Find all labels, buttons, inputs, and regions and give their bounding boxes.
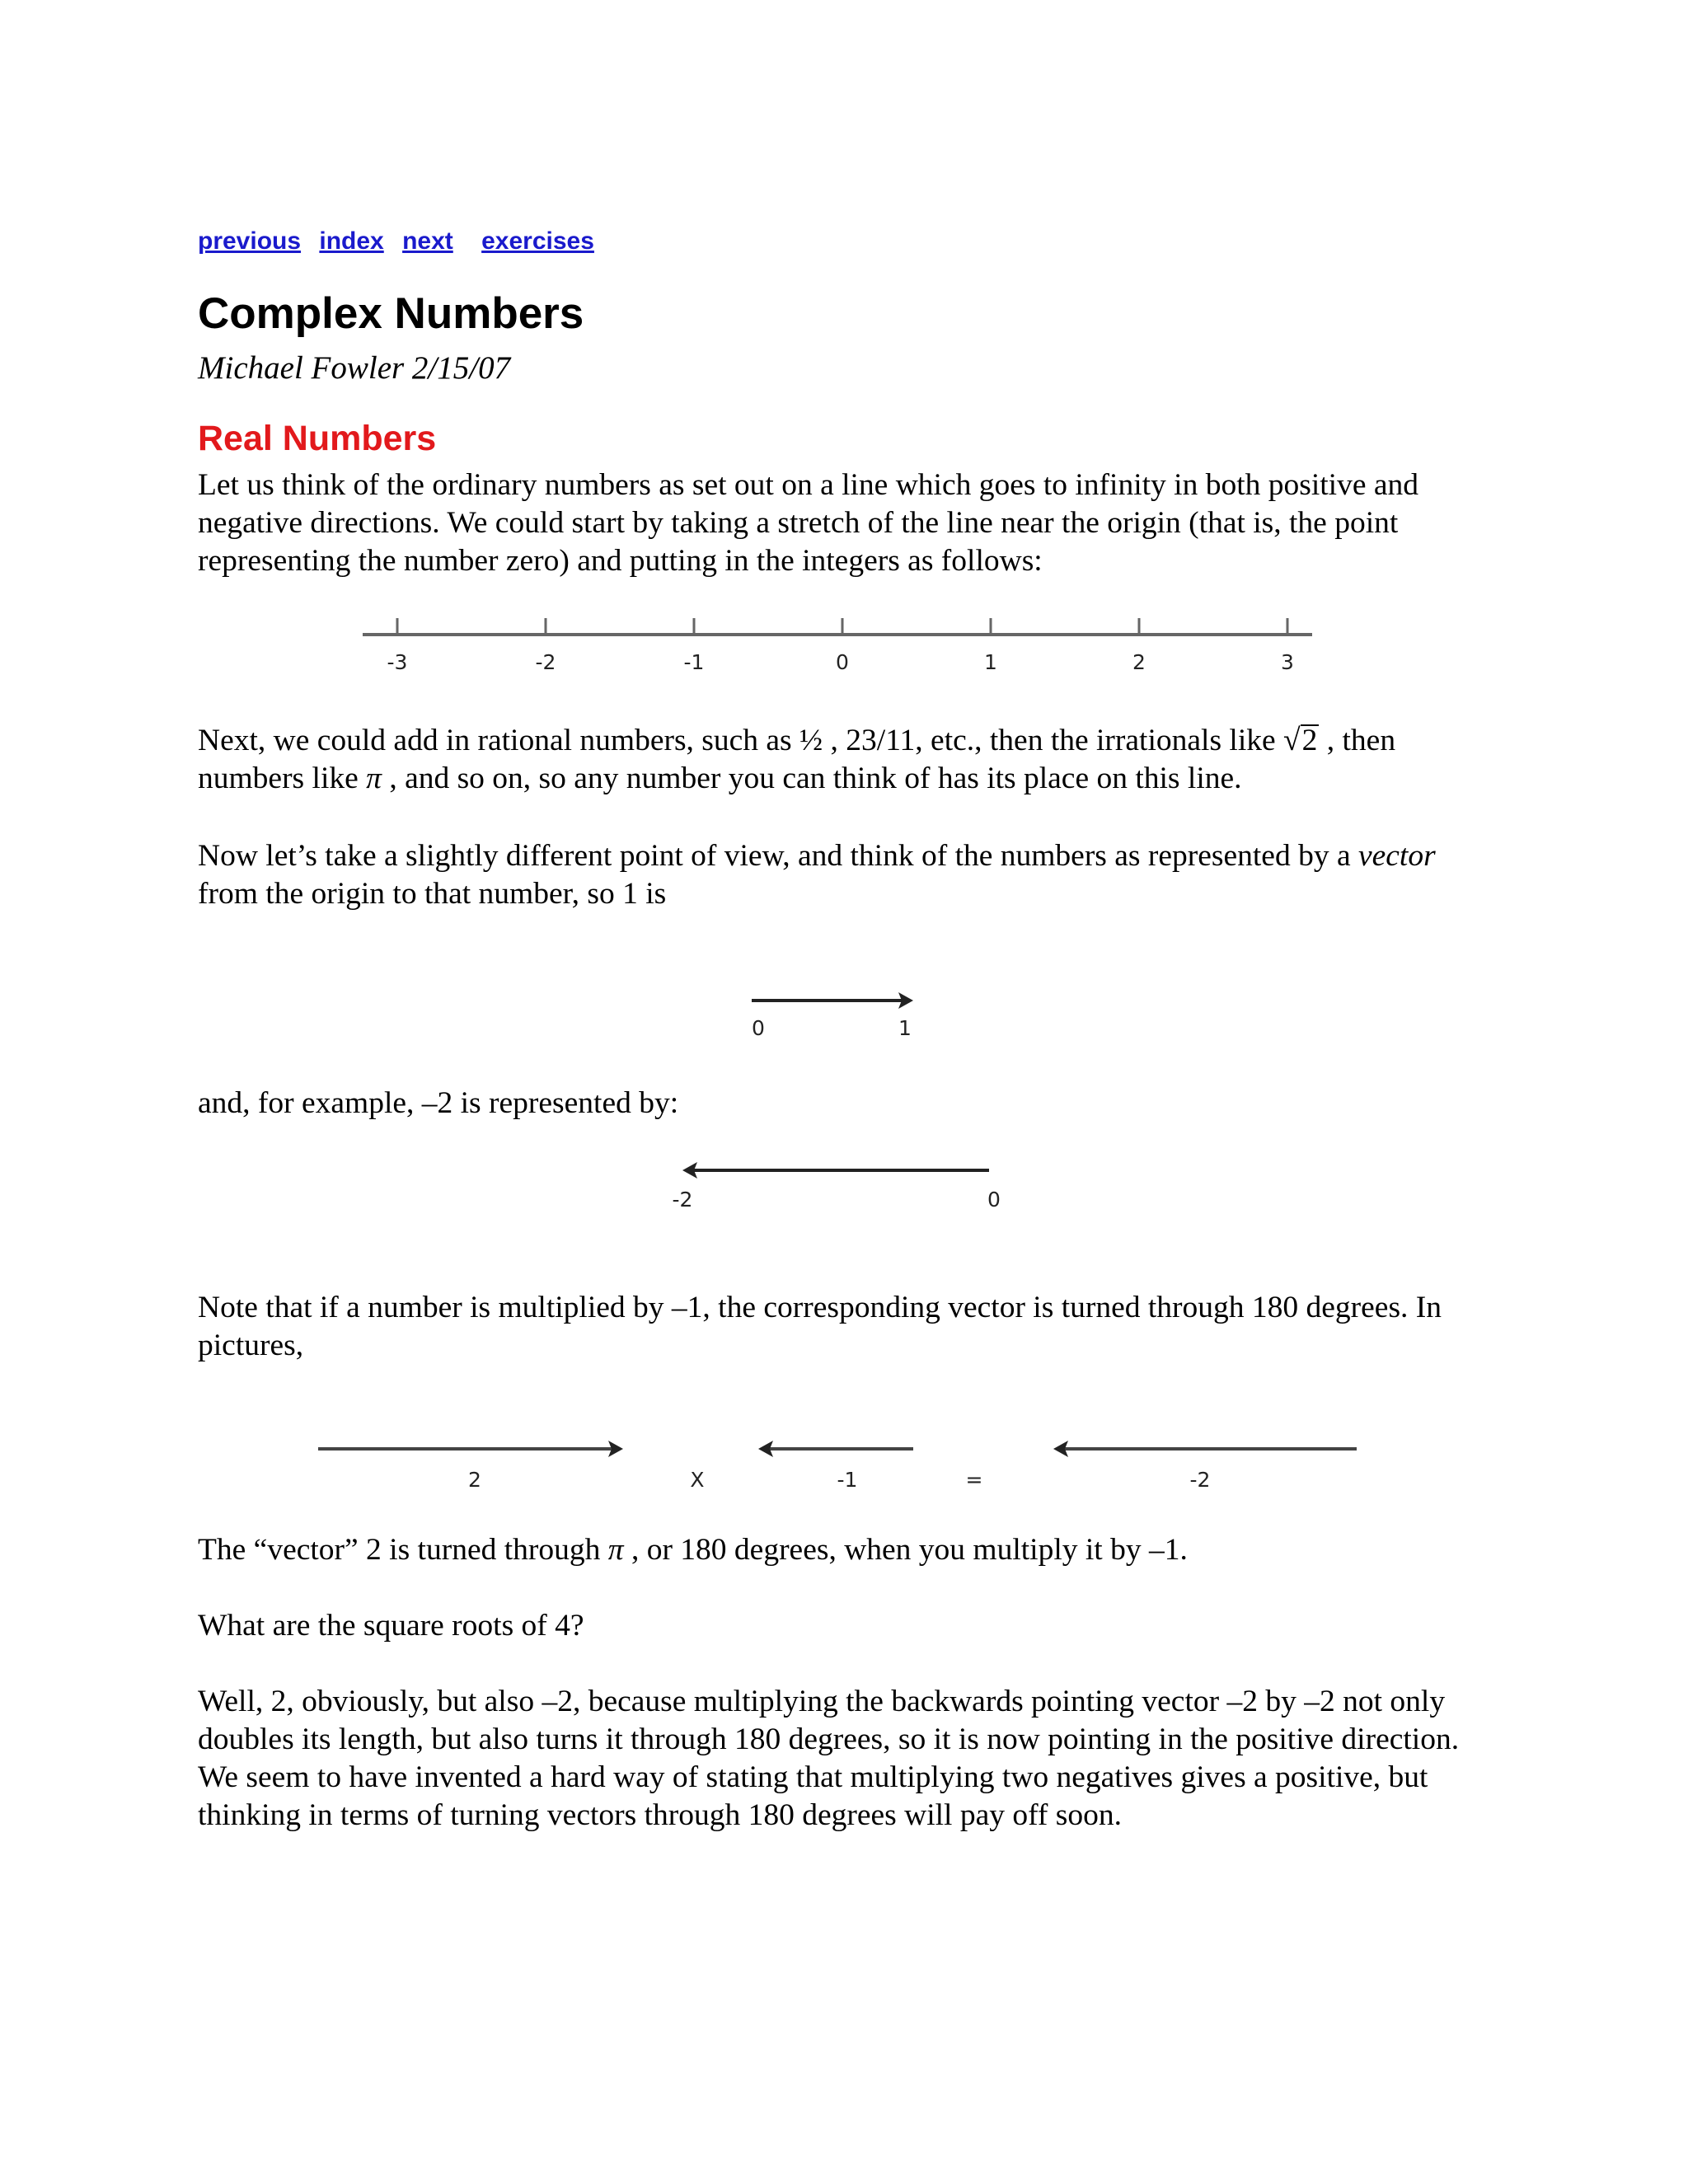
text-turned-b: , or 180 degrees, when you multiply it by –1. bbox=[623, 1533, 1188, 1567]
paragraph-example: and, for example, –2 is represented by: bbox=[198, 1086, 679, 1120]
nav-previous-link[interactable]: previous bbox=[198, 227, 302, 255]
text-vector-em: vector bbox=[1357, 839, 1436, 873]
vector-minus-two-figure bbox=[0, 1149, 1688, 1223]
mult-equals-sign: = bbox=[965, 1468, 983, 1492]
number-line-tick-label: 0 bbox=[836, 650, 849, 674]
section-heading: Real Numbers bbox=[198, 419, 437, 458]
sqrt-radicand: 2 bbox=[1301, 724, 1318, 757]
multiplication-figure bbox=[0, 1426, 1688, 1500]
number-line-tick-label: 2 bbox=[1132, 650, 1146, 674]
number-line-tick-label: 3 bbox=[1281, 650, 1294, 674]
paragraph-question: What are the square roots of 4? bbox=[198, 1609, 584, 1643]
text-turned-a: The “vector” 2 is turned through bbox=[198, 1533, 608, 1567]
number-line-tick-label: 1 bbox=[984, 650, 997, 674]
vector-minus-two-start-label: -2 bbox=[672, 1188, 693, 1212]
paragraph-rotation: Note that if a number is multiplied by –1, the corresponding vector is turned through 180 degrees. In pictures, bbox=[198, 1291, 1442, 1362]
text-vector-b: from the origin to that number, so 1 is bbox=[198, 877, 667, 911]
nav-next-link[interactable]: next bbox=[402, 227, 453, 255]
nav-links bbox=[198, 227, 606, 255]
number-line-tick-label: -3 bbox=[387, 650, 408, 674]
nav-exercises-link[interactable]: exercises bbox=[481, 227, 594, 255]
text-rationals-a: Next, we could add in rational numbers, such as ½ , 23/11, etc., then the irrationals like bbox=[198, 724, 1284, 757]
vector-one-figure bbox=[0, 981, 1688, 1055]
mult-times-sign: X bbox=[690, 1468, 705, 1492]
vector-one-start-label: 0 bbox=[752, 1016, 765, 1040]
author-date: Michael Fowler 2/15/07 bbox=[198, 350, 511, 386]
mult-label-result: -2 bbox=[1189, 1468, 1211, 1492]
number-line-tick-label: -2 bbox=[535, 650, 556, 674]
text-rationals-c: , and so on, so any number you can think of has its place on this line. bbox=[381, 762, 1242, 795]
pi-symbol: π bbox=[366, 762, 382, 795]
mult-label-a: 2 bbox=[468, 1468, 481, 1492]
vector-one-end-label: 1 bbox=[898, 1016, 912, 1040]
paragraph-rationals bbox=[198, 722, 1500, 798]
sqrt-symbol: √2 bbox=[1283, 724, 1318, 757]
text-rationals-b: , then numbers like bbox=[198, 724, 1396, 795]
paragraph-turned bbox=[198, 1531, 1500, 1569]
paragraph-intro: Let us think of the ordinary numbers as set out on a line which goes to infinity in both positive and negative directions. We could start by taking a stretch of the line near the origin (that is, the point representing the number zero) and putting in the integers as follows: bbox=[198, 468, 1419, 578]
paragraph-vector-intro bbox=[198, 837, 1500, 913]
paragraph-square-roots: Well, 2, obviously, but also –2, because multiplying the backwards pointing vector –2 by –2 not only doubles its length, but also turns it through 180 degrees, so it is now pointing in the positive direction. We seem to have invented a hard way of stating that multiplying two negatives gives a positive, but thinking in terms of turning vectors through 180 degrees will pay off soon. bbox=[198, 1685, 1460, 1832]
text-vector-a: Now let’s take a slightly different point of view, and think of the numbers as represented by a bbox=[198, 839, 1358, 873]
vector-minus-two-end-label: 0 bbox=[987, 1188, 1001, 1212]
mult-label-b: -1 bbox=[837, 1468, 858, 1492]
page-title: Complex Numbers bbox=[198, 289, 584, 338]
number-line-figure bbox=[0, 602, 1688, 684]
pi-symbol: π bbox=[607, 1533, 624, 1567]
number-line-tick-label: -1 bbox=[683, 650, 705, 674]
nav-index-link[interactable]: index bbox=[319, 227, 384, 255]
